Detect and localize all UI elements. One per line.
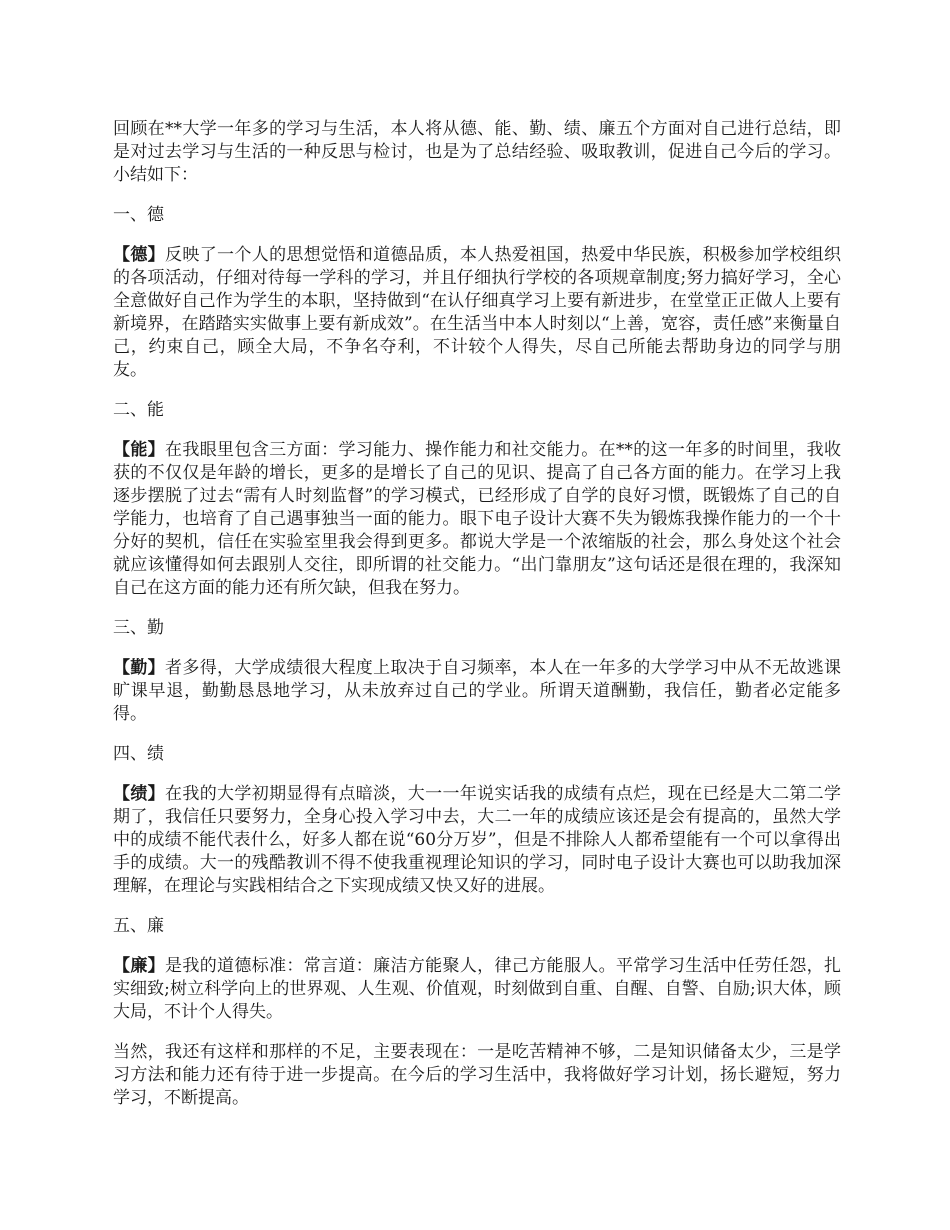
section-paragraph-qin	[113, 657, 841, 726]
section-paragraph-neng	[113, 439, 841, 600]
intro-paragraph: 回顾在**大学一年多的学习与生活，本人将从德、能、勤、绩、廉五个方面对自己进行总结，即是对过去学习与生活的一种反思与检讨，也是为了总结经验、吸取教训，促进自己今后的学习。小结如下：	[113, 119, 841, 185]
section-heading-ji: 四、绩	[113, 744, 164, 764]
section-body-ji: 在我的大学初期显得有点暗淡，大一一年说实话我的成绩有点烂，现在已经是大二第二学期了，我信任只要努力，全身心投入学习中去，大二一年的成绩应该还是会有提高的，虽然大学中的成绩不能代表什么，好多人都在说“60分万岁”，但是不排除人人都希望能有一个可以拿得出手的成绩。大一的残酷教训不得不使我重视理论知识的学习，同时电子设计大赛也可以助我加深理解，在理论与实践相结合之下实现成绩又快又好的进展。	[113, 784, 842, 896]
section-lead-ji: 【绩】	[113, 784, 166, 804]
section-lead-qin: 【勤】	[113, 658, 166, 678]
section-heading-lian: 五、廉	[113, 916, 164, 936]
section-paragraph-ji	[113, 783, 841, 898]
document-page	[113, 118, 841, 1127]
section-heading-de: 一、德	[113, 205, 164, 225]
section-lead-de: 【德】	[113, 245, 166, 265]
section-body-qin: 者多得，大学成绩很大程度上取决于自习频率，本人在一年多的大学学习中从不无故逃课旷课早退，勤勤恳恳地学习，从未放弃过自己的学业。所谓天道酬勤，我信任，勤者必定能多得。	[113, 658, 842, 724]
section-body-lian: 是我的道德标准：常言道：廉洁方能聚人，律己方能服人。平常学习生活中任劳任怨，扎实细致;树立科学向上的世界观、人生观、价值观，时刻做到自重、自醒、自警、自励;识大体，顾大局，不计个人得失。	[113, 956, 842, 1022]
section-body-neng: 在我眼里包含三方面：学习能力、操作能力和社交能力。在**的这一年多的时间里，我收获的不仅仅是年龄的增长，更多的是增长了自己的见识、提高了自己各方面的能力。在学习上我逐步摆脱了过去“需有人时刻监督”的学习模式，已经形成了自学的良好习惯，既锻炼了自己的自学能力，也培育了自己遇事独当一面的能力。眼下电子设计大赛不失为锻炼我操作能力的一个十分好的契机，信任在实验室里我会得到更多。都说大学是一个浓缩版的社会，那么身处这个社会就应该懂得如何去跟别人交往，即所谓的社交能力。“出门靠朋友”这句话还是很在理的，我深知自己在这方面的能力还有所欠缺，但我在努力。	[113, 440, 842, 598]
section-heading-neng: 二、能	[113, 400, 164, 420]
section-lead-neng: 【能】	[113, 440, 166, 460]
section-lead-lian: 【廉】	[113, 956, 166, 976]
section-body-de: 反映了一个人的思想觉悟和道德品质，本人热爱祖国，热爱中华民族，积极参加学校组织的各项活动，仔细对待每一学科的学习，并且仔细执行学校的各项规章制度;努力搞好学习，全心全意做好自己作为学生的本职，坚持做到“在认仔细真学习上要有新进步，在堂堂正正做人上要有新境界，在踏踏实实做事上要有新成效”。在生活当中本人时刻以“上善，宽容，责任感”来衡量自己，约束自己，顾全大局，不争名夺利，不计较个人得失，尽自己所能去帮助身边的同学与朋友。	[113, 245, 842, 380]
section-paragraph-lian	[113, 955, 841, 1024]
closing-paragraph: 当然，我还有这样和那样的不足，主要表现在：一是吃苦精神不够，二是知识储备太少，三是学习方法和能力还有待于进一步提高。在今后的学习生活中，我将做好学习计划，扬长避短，努力学习，不断提高。	[113, 1042, 841, 1108]
section-heading-qin: 三、勤	[113, 618, 164, 638]
section-paragraph-de	[113, 244, 841, 382]
